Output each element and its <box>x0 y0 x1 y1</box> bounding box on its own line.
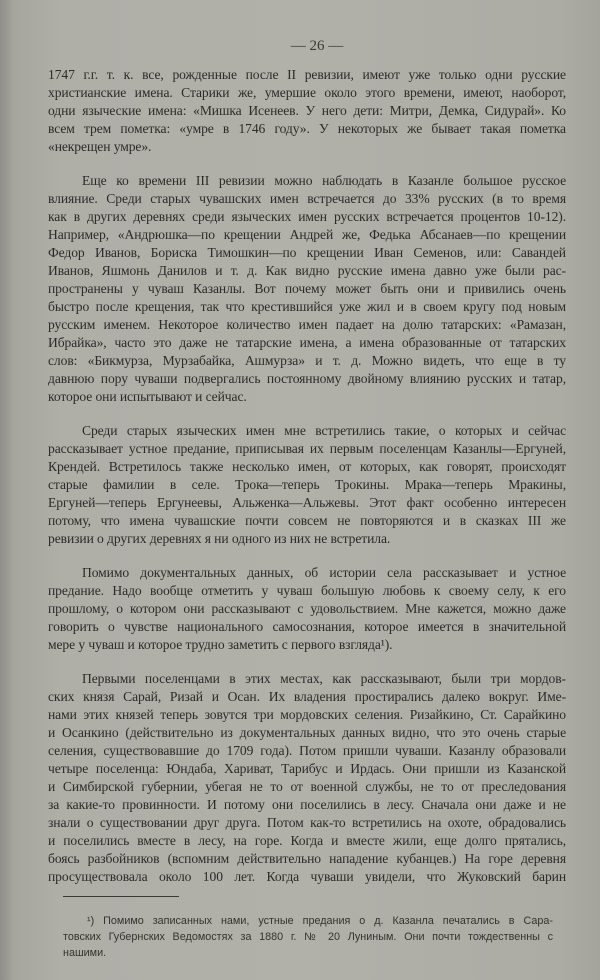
text-line: боясь разбойников (вспомним действительно нападение кубанцев.) На горе деревня <box>48 851 566 866</box>
text-line: христианские имена. Старики же, умершие около этого времени, имеют, наоборот, <box>48 85 566 100</box>
text-line: Ибрайка», часто это даже не татарские имена, а имена образованные от татарских <box>48 335 566 350</box>
paragraph <box>48 564 566 654</box>
text-line: одни языческие имена: «Мишка Исенеев. У него дети: Митри, Демка, Сидурай». Ко <box>48 103 566 118</box>
text-line: знали о существовании друг друга. Потом как-то встретились на охоте, обрадовались <box>48 815 566 830</box>
body-text <box>48 66 566 902</box>
paragraph <box>48 422 566 548</box>
text-line: Ергуней—теперь Ергунеевы, Альженка—Альжевы. Этот факт особенно интересен <box>48 495 566 510</box>
text-line: ских князя Сарай, Ризай и Осан. Их владения простирались далеко вокруг. Име- <box>48 689 566 704</box>
text-line: как в других деревнях среди языческих имен русских встречается процентов 10-12). <box>48 209 566 224</box>
text-line: Еще ко времени III ревизии можно наблюдать в Казанле большое русское <box>82 173 566 188</box>
page-number: — 26 — <box>290 38 344 54</box>
text-line: селения, существовавшие до 1709 года). Потом пришли чуваши. Казанлу образовали <box>48 743 566 758</box>
text-line: потому, что имена чувашские почти совсем не повторяются и в сказках III же <box>48 513 566 528</box>
text-line: и поселились вместе в лесу, на горе. Когда и вместе жили, еще долго прятались, <box>48 833 566 848</box>
text-line: прошлому, о котором они рассказывают с удовольствием. Мне кажется, можно даже <box>48 601 566 616</box>
text-line: ревизии о других деревнях я ни одного из них не встретила. <box>48 531 391 546</box>
paragraph <box>48 66 566 156</box>
text-line: 1747 г.г. т. к. все, рожденные после II ревизии, имеют уже только одни русские <box>48 67 566 82</box>
text-line: нами этих князей теперь зовутся три мордовских селения. Ризайкино, Ст. Сарайкино <box>48 707 566 722</box>
text-line: четыре поселенца: Юндаба, Хариват, Тарибус и Ирдась. Они пришли из Казанской <box>48 761 566 776</box>
text-line: Иванов, Яшмонь Данилов и т. д. Как видно русские имена давно уже были рас- <box>48 263 566 278</box>
text-line: рассказывает устное предание, приписывая их первым поселенцам Казанлы—Ергуней, <box>48 441 566 456</box>
footnote-line: нашими. <box>63 947 107 959</box>
text-line: всем трем пометка: «умре в 1746 году». У некоторых же бывает такая пометка <box>48 121 566 136</box>
footnote-divider <box>63 896 179 897</box>
text-line: говорить о чувстве национального самосознания, которое имеется в значительной <box>48 619 566 634</box>
footnote <box>63 913 553 961</box>
text-line: предание. Надо вообще отметить у чуваш большую любовь к своему селу, к его <box>48 583 566 598</box>
text-line: русским именем. Некоторое количество имен падает на долю татарских: «Рамазан, <box>48 317 566 332</box>
text-line: старые фамилии в селе. Трока—теперь Трокины. Мрака—теперь Мракины, <box>48 477 566 492</box>
text-line: быстро после крещения, так что крестившийся уже жил и в своем кругу под новым <box>48 299 566 314</box>
text-line: и Симбирской губернии, убегая не то от военной службы, не то от преследования <box>48 779 566 794</box>
text-line: Например, «Андрюшка—по крещении Андрей же, Федька Абсанаев—по крещении <box>48 227 566 242</box>
text-line: Крендей. Встретилось также несколько имен, от которых, как говорят, происходят <box>48 459 566 474</box>
text-line: и Осанкино (действительно из документальных данных видно, что это очень старые <box>48 725 566 740</box>
text-line: за какие-то провинности. И потому они поселились в лесу. Сначала они даже и не <box>48 797 566 812</box>
text-line: просуществовала около 100 лет. Когда чуваши увидели, что Жуковский барин <box>48 869 566 884</box>
paragraph <box>48 172 566 406</box>
text-line: которое они испытывают и сейчас. <box>48 389 247 404</box>
text-line: Помимо документальных данных, об истории села рассказывает и устное <box>82 565 566 580</box>
text-line: мере у чуваш и которое трудно заметить с первого взгляда¹). <box>48 637 393 652</box>
footnote-line: товских Губернских Ведомостях за 1880 г. № 20 Луниным. Они почти тождественны с <box>63 931 553 943</box>
footnote-line: ¹) Помимо записанных нами, устные предания о д. Казанла печатались в Сара- <box>87 915 553 927</box>
text-line: Среди старых языческих имен мне встретились такие, о которых и сейчас <box>82 423 566 438</box>
text-line: Федор Иванов, Бориска Тимошкин—по крещении Иван Семенов, или: Савандей <box>48 245 566 260</box>
paragraph <box>48 670 566 886</box>
text-line: слов: «Бикмурза, Мурзабайка, Ашмурза» и т. д. Можно видеть, что еще в ту <box>48 353 566 368</box>
text-line: давнюю пору чуваши подвергались постоянному двойному влиянию русских и татар, <box>48 371 566 386</box>
text-line: пространены у чуваш Казанлы. Вот почему может быть они и привились очень <box>48 281 566 296</box>
text-line: «некрещен умре». <box>48 139 152 154</box>
text-line: Первыми поселенцами в этих местах, как рассказывают, были три мордов- <box>82 671 566 686</box>
text-line: влияние. Среди старых чувашских имен встречается до 33% русских (в то время <box>48 191 566 206</box>
